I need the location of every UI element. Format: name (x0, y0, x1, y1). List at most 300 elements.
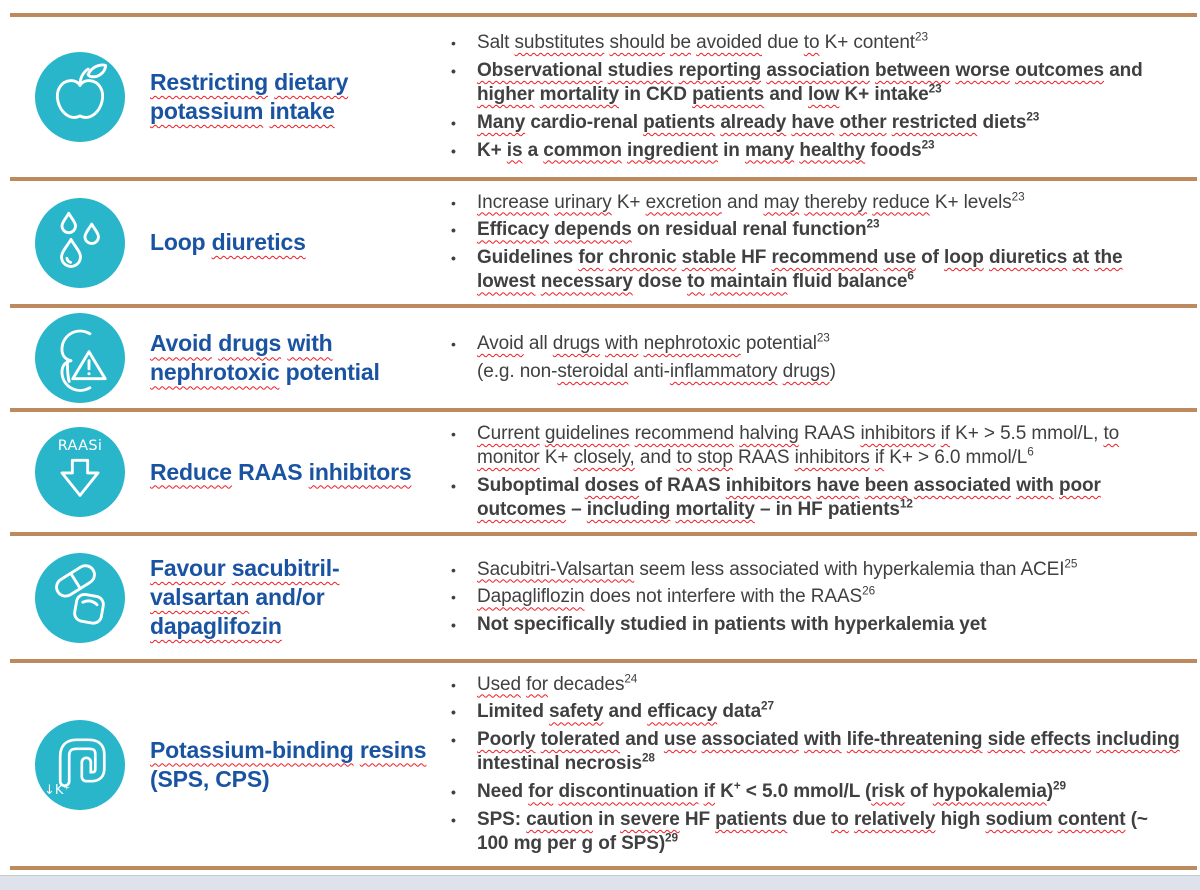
raasi-down-arrow-icon-label: RAASi (57, 438, 103, 455)
misspelled-text: Avoid (150, 330, 213, 357)
table-row (10, 13, 1197, 177)
text-segment: in (717, 139, 745, 161)
misspelled-text: to (687, 271, 705, 293)
misspelled-text: stop (697, 447, 733, 469)
slide-page (0, 13, 1200, 890)
bullets-cell (442, 663, 1187, 866)
bullet-item (442, 191, 1183, 215)
bullet-marker: • (451, 425, 456, 442)
bullet-text (477, 59, 1183, 108)
bullet-marker: • (451, 617, 456, 634)
misspelled-text: patients (643, 111, 716, 133)
bullet-text (477, 246, 1183, 295)
row-title (150, 68, 428, 126)
bullet-item (442, 59, 1183, 108)
misspelled-text: Increase (477, 191, 550, 213)
misspelled-text: for (526, 673, 549, 695)
misspelled-text: substitutes (514, 31, 605, 53)
icon-cell (10, 313, 150, 403)
bullet-item (442, 728, 1183, 777)
text-segment: in CKD (619, 84, 693, 106)
text-segment: ) (1046, 781, 1054, 803)
text-segment: due (762, 31, 804, 53)
misspelled-text: Reduce (150, 458, 232, 485)
misspelled-text: maintain (710, 271, 788, 293)
bullet-text (477, 474, 1183, 523)
text-segment: of (904, 781, 933, 803)
misspelled-text: thereby (804, 191, 868, 213)
bullet-list (442, 31, 1183, 163)
misspelled-text: is (506, 139, 523, 161)
misspelled-text: lowest (477, 271, 536, 293)
misspelled-text: use (883, 247, 916, 269)
bullet-item (442, 808, 1183, 857)
text-segment: Not specifically studied in patients with hyperkalemia yet (477, 614, 987, 636)
misspelled-text: dietary (274, 69, 349, 96)
bullet-item (442, 422, 1183, 471)
text-segment: K+ > 6.0 mmol/L (884, 447, 1028, 469)
raasi-down-arrow-icon (35, 427, 125, 517)
text-segment: K+ > 5.5 mmol/L, (949, 422, 1104, 444)
text-segment: potential (740, 333, 817, 355)
misspelled-text: nephrotoxic (150, 359, 280, 386)
bullet-marker: • (451, 704, 456, 721)
text-segment: intestinal necrosis (477, 753, 642, 775)
reference-superscript: 23 (1011, 190, 1025, 204)
misspelled-text: resins (359, 736, 427, 763)
icon-cell (10, 52, 150, 142)
misspelled-text: caution (526, 809, 593, 831)
row-title (150, 329, 428, 387)
text-segment: and (603, 701, 648, 723)
bullet-item (442, 246, 1183, 295)
misspelled-text: patients (715, 809, 788, 831)
reference-superscript: 6 (907, 270, 914, 284)
reference-superscript: 23 (928, 82, 942, 96)
reference-superscript: + (733, 779, 741, 793)
text-segment: and (764, 84, 808, 106)
misspelled-text: Potassium-binding (150, 736, 354, 763)
misspelled-text: monitor (477, 447, 540, 469)
bullet-marker: • (451, 222, 456, 239)
misspelled-text: been (864, 474, 909, 496)
text-segment: on residual renal function (631, 219, 867, 241)
droplets-icon (35, 198, 125, 288)
bullet-text (477, 191, 1183, 215)
text-segment: ) (829, 361, 836, 382)
title-cell (150, 554, 442, 641)
misspelled-text: inhibitors (308, 458, 412, 485)
text-segment: fluid balance (787, 271, 908, 293)
misspelled-text: common (543, 139, 622, 161)
misspelled-text: Poorly (477, 729, 536, 751)
misspelled-text: drugs (552, 333, 600, 355)
misspelled-text: if (703, 781, 715, 803)
misspelled-text: Favour (150, 555, 226, 582)
reference-superscript: 28 (641, 752, 655, 766)
text-segment: high (935, 809, 986, 831)
bullets-cell (442, 21, 1187, 172)
text-segment: – (565, 499, 587, 521)
bullet-item (442, 474, 1183, 523)
bullet-marker: • (451, 589, 456, 606)
misspelled-text: reporting (678, 59, 762, 81)
row-title (150, 736, 428, 794)
table-row (10, 659, 1197, 870)
misspelled-text: inhibitors (725, 474, 812, 496)
misspelled-text: drugs (218, 330, 282, 357)
bullet-marker: • (451, 561, 456, 578)
misspelled-text: Sacubitri-Valsartan (477, 558, 635, 580)
misspelled-text: avoided (696, 31, 763, 53)
bullet-item (442, 111, 1183, 135)
icon-cell (10, 720, 150, 810)
bullet-item (442, 673, 1183, 697)
footer-strip (0, 875, 1200, 890)
bullet-marker: • (451, 194, 456, 211)
bullet-item (442, 700, 1183, 724)
bullet-item (442, 218, 1183, 242)
reference-superscript: 12 (899, 497, 913, 511)
misspelled-text: excretion (645, 191, 722, 213)
misspelled-text: severe (620, 809, 680, 831)
bullet-marker: • (451, 142, 456, 159)
icon-cell (10, 427, 150, 517)
bullet-text (477, 332, 1183, 356)
misspelled-text: use (663, 729, 697, 751)
bullet-text (477, 139, 1183, 163)
misspelled-text: mortality (675, 499, 755, 521)
text-segment: Limited (477, 701, 550, 723)
bullet-text (477, 111, 1183, 135)
text-segment: Salt (477, 31, 515, 53)
bullet-text (477, 31, 1183, 55)
misspelled-text: intake (269, 98, 335, 124)
bullets-cell (442, 181, 1187, 304)
text-segment: a (522, 139, 544, 161)
bullet-marker: • (451, 676, 456, 693)
misspelled-text: reduce (872, 191, 930, 213)
bullet-text (477, 613, 1183, 637)
misspelled-text: if (940, 422, 950, 444)
text-segment: < 5.0 mmol/L ( (740, 781, 872, 803)
misspelled-text: at (1072, 247, 1090, 269)
misspelled-text: effects (1030, 729, 1091, 751)
row-title (150, 554, 428, 641)
misspelled-text: sacubitril-valsartan (150, 555, 340, 611)
misspelled-text: sodium (985, 809, 1053, 831)
text-segment: and (620, 729, 664, 751)
misspelled-text: with (803, 729, 842, 751)
misspelled-text: outcomes (1015, 59, 1105, 81)
text-segment: foods (865, 139, 922, 161)
misspelled-text: loop (944, 247, 984, 269)
text-segment: and (721, 191, 764, 213)
misspelled-text: tolerated (540, 729, 621, 751)
apple-icon (35, 52, 125, 142)
title-cell (150, 736, 442, 794)
misspelled-text: diuretics (211, 229, 306, 256)
misspelled-text: recommend (771, 247, 879, 269)
misspelled-text: chronic (608, 247, 677, 269)
bullet-marker: • (451, 34, 456, 51)
row-title (150, 228, 428, 257)
misspelled-text: for (528, 781, 554, 803)
misspelled-text: including (1096, 729, 1180, 751)
bullet-marker: • (451, 732, 456, 749)
text-segment: SPS: (477, 809, 527, 831)
misspelled-text: should (609, 31, 665, 53)
bullet-item (442, 613, 1183, 637)
bullet-text (477, 585, 1183, 609)
bullet-text (477, 218, 1183, 242)
text-segment: Suboptimal (477, 474, 585, 496)
reference-superscript: 23 (866, 217, 880, 231)
text-segment: cardio-renal (525, 111, 644, 133)
text-segment: dose (632, 271, 688, 293)
misspelled-text: Used (477, 673, 521, 695)
misspelled-text: Current (477, 422, 540, 444)
bullets-cell (442, 548, 1187, 647)
misspelled-text: restricted (891, 111, 978, 133)
misspelled-text: healthy (799, 139, 866, 161)
misspelled-text: Restricting (150, 69, 268, 96)
misspelled-text: mortality (539, 84, 619, 106)
misspelled-text: between (874, 59, 951, 81)
table-row (10, 177, 1197, 304)
misspelled-text: inhibitors (794, 447, 870, 469)
reference-superscript: 6 (1027, 445, 1034, 459)
misspelled-text: studies (607, 59, 674, 81)
misspelled-text: have (791, 111, 835, 133)
misspelled-text: guidelines (544, 422, 630, 444)
misspelled-text: Observational (477, 59, 603, 81)
bullet-text (477, 700, 1183, 724)
misspelled-text: Many (477, 111, 526, 133)
misspelled-text: necessary (540, 271, 633, 293)
misspelled-text: to (831, 809, 849, 831)
management-table (10, 13, 1197, 870)
misspelled-text: side (987, 729, 1026, 751)
title-cell (150, 228, 442, 257)
reference-superscript: 26 (862, 585, 876, 599)
misspelled-text: the (1094, 247, 1123, 269)
misspelled-text: dapaglifozin (150, 612, 282, 639)
bullet-text (477, 780, 1183, 804)
misspelled-text: discontinuation (558, 781, 699, 803)
misspelled-text: may (763, 191, 800, 213)
misspelled-text: doses (584, 474, 640, 496)
misspelled-text: patients (692, 84, 765, 106)
text-segment: (~ 100 mg per g of SPS) (477, 809, 1148, 855)
bullet-text (477, 808, 1183, 857)
text-segment: (SPS, CPS) (150, 765, 270, 792)
text-segment: RAAS (231, 458, 309, 485)
bullet-list (442, 673, 1183, 857)
misspelled-text: have (816, 474, 860, 496)
text-segment: and (1104, 59, 1143, 81)
text-segment: data (717, 701, 762, 723)
bullet-list (442, 191, 1183, 295)
misspelled-text: with (287, 330, 333, 357)
bullet-list (442, 558, 1183, 638)
bullet-marker: • (451, 250, 456, 267)
text-segment: K+ (539, 447, 574, 469)
bullet-item (442, 585, 1183, 609)
bullet-text (477, 360, 1183, 384)
reference-superscript: 23 (915, 30, 928, 44)
text-segment: diets (977, 111, 1027, 133)
text-segment: RAAS (732, 447, 795, 469)
text-segment: – in HF patients (754, 499, 900, 521)
misspelled-text: to (803, 31, 820, 53)
title-cell (150, 68, 442, 126)
pills-icon (35, 553, 125, 643)
misspelled-text: content (1057, 809, 1126, 831)
bullet-text (477, 728, 1183, 777)
misspelled-text: with (604, 333, 639, 355)
text-segment: in (592, 809, 621, 831)
bullet-item (442, 558, 1183, 582)
misspelled-text: worse (955, 59, 1010, 81)
text-segment: K+ intake (839, 84, 929, 106)
reference-superscript: 23 (1026, 110, 1040, 124)
bullet-marker: • (451, 114, 456, 131)
icon-cell (10, 553, 150, 643)
misspelled-text: life-threatening (846, 729, 983, 751)
misspelled-text: associated (701, 729, 799, 751)
bullets-cell (442, 323, 1187, 394)
misspelled-text: low (807, 84, 840, 106)
table-row (10, 532, 1197, 659)
text-segment: seem less associated with hyperkalemia than ACEI (634, 558, 1065, 580)
reference-superscript: 23 (921, 138, 935, 152)
text-segment: HF (679, 809, 716, 831)
misspelled-text: urinary (554, 191, 612, 213)
text-segment: due (787, 809, 832, 831)
misspelled-text: potassium (150, 98, 264, 124)
text-segment: all (523, 333, 553, 355)
text-segment: decades (548, 673, 625, 695)
bullet-text (477, 422, 1183, 471)
reference-superscript: 29 (665, 832, 678, 846)
misspelled-text: halving (739, 422, 799, 444)
intestine-icon (35, 720, 125, 810)
bullet-item (442, 780, 1183, 804)
kidney-warning-icon (35, 313, 125, 403)
text-segment: Loop (150, 229, 212, 256)
misspelled-text: recommend (634, 422, 735, 444)
text-segment: K+ (611, 191, 646, 213)
bullet-marker: • (451, 477, 456, 494)
misspelled-text: already (720, 111, 787, 133)
misspelled-text: outcomes (477, 499, 566, 521)
text-segment: potential (279, 359, 380, 386)
misspelled-text: hypokalemia (932, 781, 1047, 803)
row-title (150, 458, 428, 487)
misspelled-text: diuretics (988, 247, 1068, 269)
title-cell (150, 329, 442, 387)
bullet-item (442, 332, 1183, 356)
icon-cell (10, 198, 150, 288)
bullet-marker: • (451, 336, 456, 353)
text-segment: and (634, 447, 677, 469)
misspelled-text: other (839, 111, 887, 133)
misspelled-text: steroidal (557, 361, 629, 382)
bullet-text (477, 673, 1183, 697)
misspelled-text: many (744, 139, 795, 161)
reference-superscript: 29 (1053, 779, 1066, 793)
bullet-marker: • (451, 784, 456, 801)
text-segment: K+ content (819, 31, 915, 53)
misspelled-text: to (676, 447, 693, 469)
text-segment: anti- (628, 361, 670, 382)
misspelled-text: including (586, 499, 671, 521)
text-segment: Guidelines (477, 247, 579, 269)
misspelled-text: inhibitors (860, 422, 936, 444)
reference-superscript: 25 (1064, 557, 1078, 571)
reference-superscript: 23 (816, 331, 830, 345)
text-segment: Need (477, 781, 529, 803)
bullet-marker: • (451, 62, 456, 79)
text-segment: RAAS (798, 422, 861, 444)
bullet-item (442, 139, 1183, 163)
text-segment: does not interfere with the RAAS (584, 586, 863, 608)
bullets-cell (442, 412, 1187, 532)
text-segment: K+ (477, 139, 507, 161)
misspelled-text: with (1016, 474, 1054, 496)
misspelled-text: for (578, 247, 604, 269)
misspelled-text: stable (681, 247, 736, 269)
misspelled-text: efficacy (647, 701, 718, 723)
text-segment: of RAAS (639, 474, 726, 496)
misspelled-text: association (766, 59, 870, 81)
misspelled-text: if (874, 447, 885, 469)
text-segment: K (715, 781, 734, 803)
table-row (10, 304, 1197, 408)
text-segment: of (915, 247, 945, 269)
table-row (10, 408, 1197, 532)
misspelled-text: depends (554, 219, 632, 241)
misspelled-text: closely, (573, 447, 635, 469)
text-segment: HF (736, 247, 772, 269)
title-cell (150, 458, 442, 487)
intestine-icon-label: ↓K⁺ (44, 782, 71, 798)
misspelled-text: safety (549, 701, 604, 723)
bullet-item (442, 31, 1183, 55)
text-segment: (e.g. non- (477, 361, 558, 382)
bullet-list (442, 332, 1183, 384)
misspelled-text: Efficacy (477, 219, 550, 241)
misspelled-text: relatively (853, 809, 936, 831)
misspelled-text: Avoid (477, 333, 524, 355)
bullet-marker: • (451, 812, 456, 829)
misspelled-text: inflammatory (669, 361, 778, 382)
misspelled-text: risk (871, 781, 905, 803)
misspelled-text: nephrotoxic (643, 333, 741, 355)
misspelled-text: ingredient (627, 139, 718, 161)
misspelled-text: associated (913, 474, 1011, 496)
misspelled-text: drugs (782, 361, 830, 382)
reference-superscript: 27 (761, 699, 774, 713)
misspelled-text: Dapagliflozin (477, 586, 585, 608)
misspelled-text: be (670, 31, 691, 53)
misspelled-text: higher (477, 84, 535, 106)
bullet-text (477, 558, 1183, 582)
text-segment: K+ levels (929, 191, 1012, 213)
text-segment: and/or (249, 584, 325, 611)
reference-superscript: 24 (624, 672, 638, 686)
